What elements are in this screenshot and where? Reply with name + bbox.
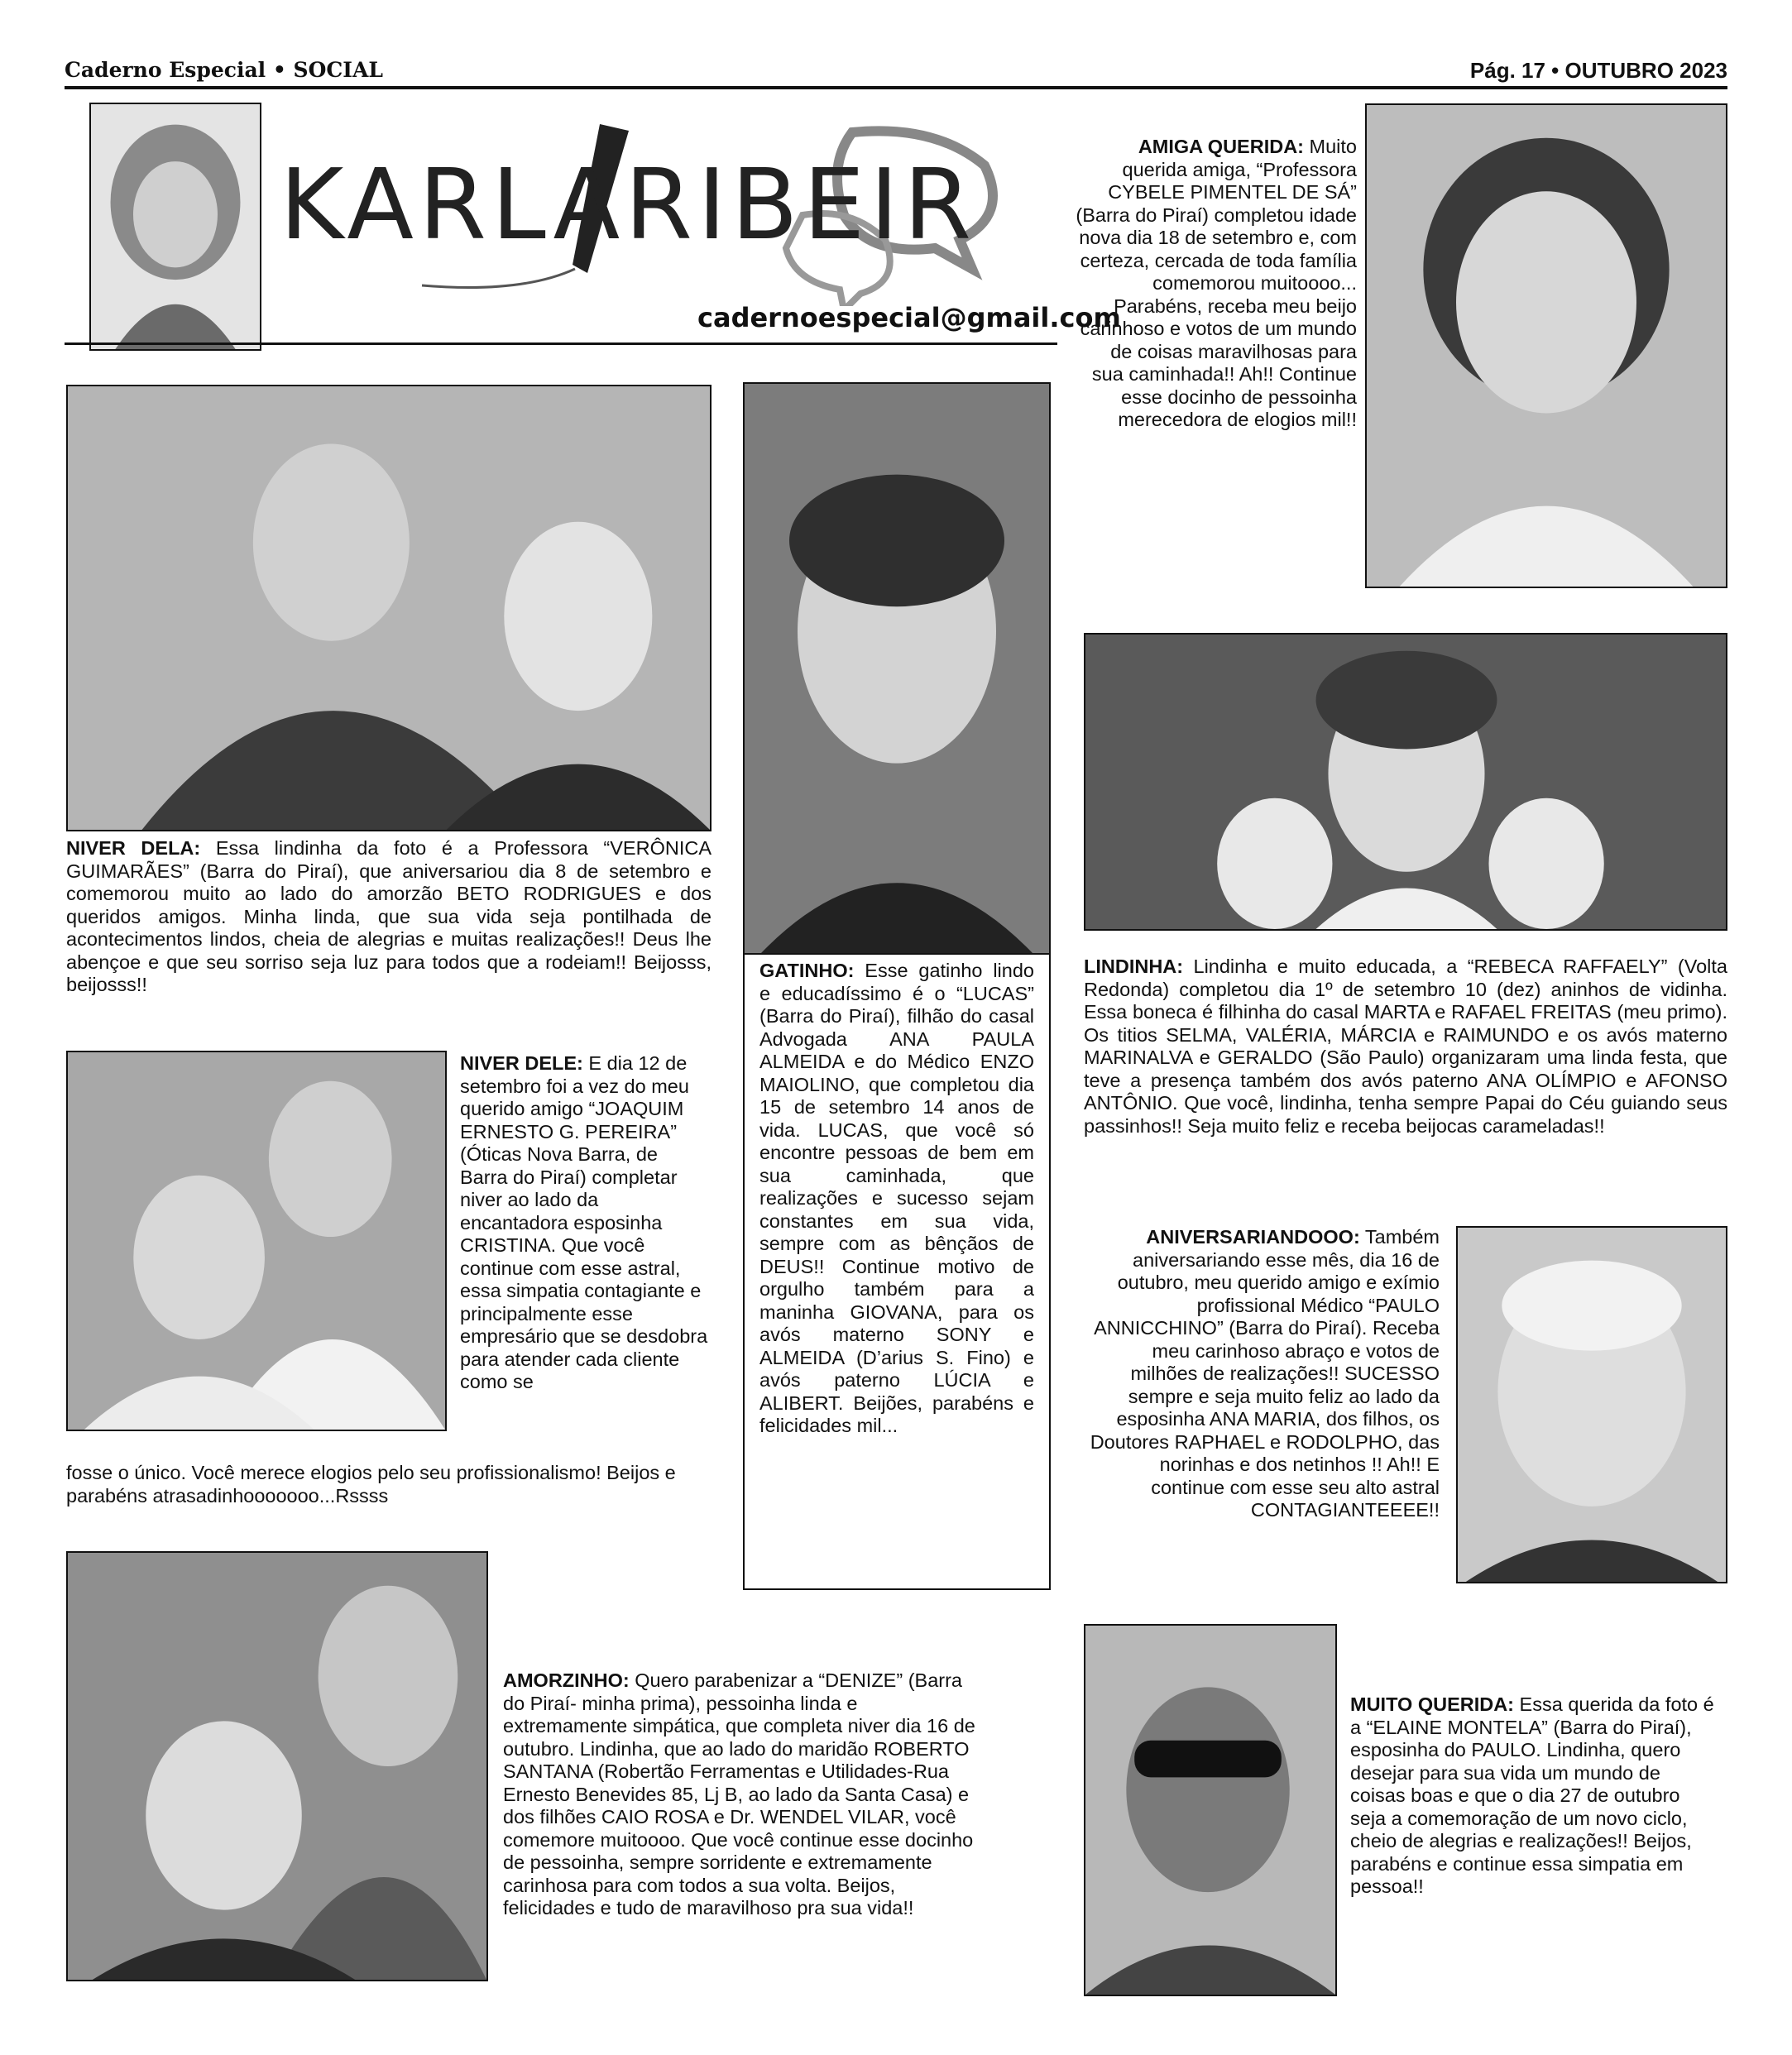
article-title: NIVER DELA: [66,837,201,859]
photo-denize-roberto [66,1551,488,1981]
article-body: Também aniversariando esse mês, dia 16 de outubro, meu querido amigo e exímio profissional Médico “PAULO ANNICCHINO” (Barra do Piraí). Receba meu carinhoso abraço e votos de milhões de realizações!! SUCESSO sempre e seja muito feliz ao lado da esposinha ANA MARIA, dos filhos, os Doutores RAPHAEL e RODOLPHO, das norinhas e dos netinhos !! Ah!! E continue com esse seu alto astral CONTAGIANTEEEE!! [1090,1226,1440,1521]
contact-email[interactable]: cadernoespecial@gmail.com [697,302,1121,333]
article-body: Essa querida da foto é a “ELAINE MONTELA” (Barra do Piraí), esposinha do PAULO. Lindinha, quero desejar para sua vida um mundo de coisas boas e que o dia 27 de outubro seja a comemoração de um novo ciclo, cheio de alegrias e realizações!! Beijos, parabéns e continue essa simpatia em pessoa!! [1350,1693,1714,1897]
columnist-photo [89,103,261,351]
photo-paulo [1456,1226,1727,1583]
page-info: Pág. 17 • OUTUBRO 2023 [1469,58,1727,83]
photo-joaquim-cristina [66,1051,447,1431]
article-body: E dia 12 de setembro foi a vez do meu querido amigo “JOAQUIM ERNESTO G. PEREIRA” (Óticas Nova Barra, de Barra do Piraí) completar niver ao lado da encantadora esposinha CRISTINA. Que você continue com esse astral, essa simpatia contagiante e principalmente esse empresário que se desdobra para atender cada cliente como se [460,1052,708,1392]
article-amiga-querida [1076,136,1357,432]
article-body: Quero parabenizar a “DENIZE” (Barra do Piraí- minha prima), pessoinha linda e extremamente simpática, que completa niver dia 16 de outubro. Lindinha, que ao lado do maridão ROBERTO SANTANA (Robertão Ferramentas e Utilidades-Rua Ernesto Benevides 85, Lj B, ao lado da Santa Casa) e dos filhões CAIO ROSA e Dr. WENDEL VILAR, você comemore muitoooo. Que você continue esse docinho de pessoinha, sempre sorridente e extremamente carinhosa para com todos a sua volta. Beijos, felicidades e tudo de maravilhoso pra sua vida!! [503,1669,975,1918]
article-title: AMORZINHO: [503,1669,630,1691]
article-niver-dele-cont: fosse o único. Você merece elogios pelo seu profissionalismo! Beijos e parabéns atrasadinhooooooo...Rssss [66,1462,676,1507]
photo-elaine [1084,1624,1337,1996]
sunglasses-icon [1134,1741,1282,1778]
photo-veronica-beto [66,385,712,831]
article-body: Lindinha e muito educada, a “REBECA RAFFAELY” (Volta Redonda) completou dia 1º de setembro 10 (dez) aninhos de vidinha. Essa boneca é filhinha do casal MARTA e RAFAEL FREITAS (meu primo). Os titios SELMA, VALÉRIA, MÁRCIA e RAIMUNDO e os avós materno MARINALVA e GERALDO (São Paulo) organizaram uma linda festa, que teve a presença também dos avós paterno ANA OLÍMPIO e AFONSO ANTÔNIO. Que você, lindinha, tenha sempre Papai do Céu guiando seus passinhos!! Seja muito feliz e receba beijocas carameladas!! [1084,956,1727,1137]
photo-cybele [1365,103,1727,588]
logo-name-left: KARLA [280,147,625,261]
article-title: MUITO QUERIDA: [1350,1693,1515,1715]
logo-name-right: RIBEIR [625,147,977,261]
article-body: Esse gatinho lindo e educadíssimo é o “LUCAS” (Barra do Piraí), filhão do casal Advogada ANA PAULA ALMEIDA e do Médico ENZO MAIOLINO, que completou dia 15 de setembro 14 anos de vida. LUCAS, que você só encontre pessoas de bem em sua caminhada, que realizações e sucesso sejam constantes em sua vida, sempre com as bênçãos de DEUS!! Continue motivo de orgulho também para a maninha GIOVANA, para os avós materno SONY e ALMEIDA (D’arius S. Fino) e avós paterno LÚCIA e ALIBERT. Beijões, parabéns e felicidades mil... [759,960,1034,1436]
article-title: ANIVERSARIANDOOO: [1146,1226,1360,1248]
section-label: Caderno Especial • SOCIAL [65,58,383,82]
header-divider [65,342,1057,345]
article-gatinho [759,960,1034,1438]
article-muito-querida [1350,1693,1714,1899]
article-niver-dele [460,1052,708,1394]
article-title: NIVER DELE: [460,1052,583,1074]
article-aniversariando [1084,1226,1440,1522]
article-niver-dela [66,837,712,997]
article-title: GATINHO: [759,960,855,981]
article-lindinha [1084,956,1727,1138]
article-amorzinho [503,1669,983,1920]
article-body: Essa lindinha da foto é a Professora “VERÔNICA GUIMARÃES” (Barra do Piraí), que aniversariou dia 8 de setembro e comemorou muito ao lado do amorzão BETO RODRIGUES e dos queridos amigos. Minha linda, que sua vida seja pontilhada de acontecimentos lindos, cheia de alegrias e muitas realizações!! Deus lhe abençoe e que seu sorriso seja luz para todos que a rodeiam!! Beijosss, beijosss!! [66,837,712,995]
article-body: Muito querida amiga, “Professora CYBELE PIMENTEL DE SÁ” (Barra do Piraí) completou idade nova dia 18 de setembro e, com certeza, cercada de toda família comemorou muitoooo... Parabéns, receba meu beijo carinhoso e votos de um mundo de coisas maravilhosas para sua caminhada!! Ah!! Continue esse docinho de pessoinha merecedora de elogios mil!! [1076,136,1357,430]
article-title: AMIGA QUERIDA: [1138,136,1304,157]
photo-rebeca [1084,633,1727,931]
article-title: LINDINHA: [1084,956,1184,977]
photo-lucas [745,384,1049,955]
